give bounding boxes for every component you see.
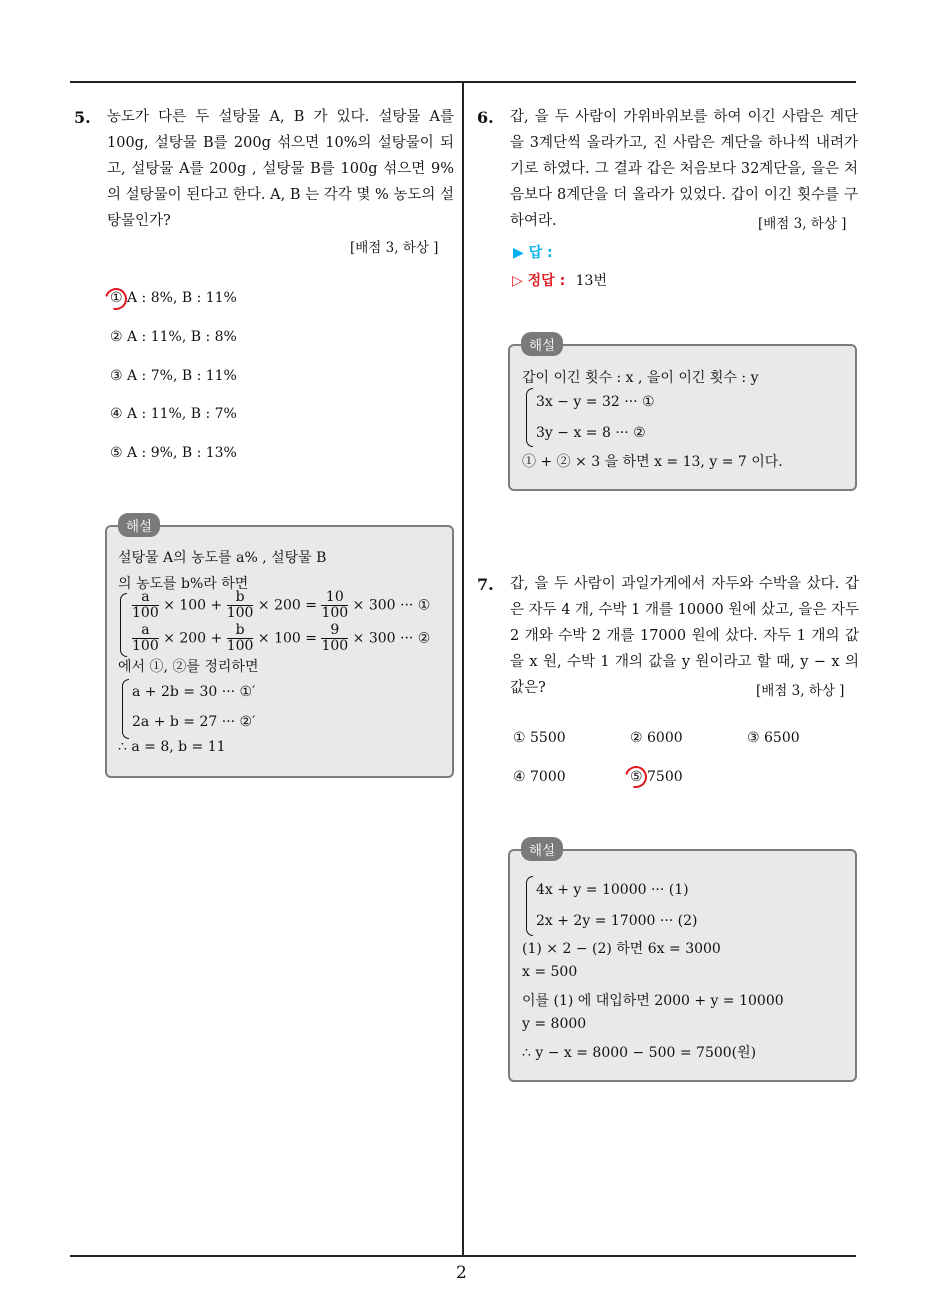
eq2-num-c: 9 <box>321 623 348 639</box>
q7-choice-5[interactable]: ⑤ 7500 <box>630 769 683 785</box>
q5-exp-eq1 <box>132 590 430 621</box>
q6-correct <box>512 270 607 290</box>
q6-number: 6. <box>477 108 494 127</box>
eq1-num-a: a <box>132 590 159 606</box>
q6-text: 갑, 을 두 사람이 가위바위보를 하여 이긴 사람은 계단을 3계단씩 올라가고, 진 사람은 계단을 하나씩 내려가기로 하였다. 그 결과 갑은 처음보다 32계단을, 을은 처음보다 8계단을 더 올라가 있었다. 갑이 이긴 횟수를 구하여라. <box>510 109 858 229</box>
eq1-den-c: 100 <box>321 605 349 621</box>
q7-exp-brace <box>526 876 533 936</box>
q7-choice-4[interactable]: ④ 7000 <box>513 769 566 785</box>
eq2-mid: × 200 + <box>163 630 223 647</box>
q5-text: 농도가 다른 두 설탕물 A, B 가 있다. 설탕물 A를 100g, 설탕물 B를 200g 섞으면 10%의 설탕물이 되고, 설탕물 A를 200g , 설탕물 B를 100g 섞으면 9% 의 설탕물이 된다고 한다. A, B 는 각각 몇 % 농도의 설탕물인가? <box>107 109 454 229</box>
q5-exp-sys1: a + 2b = 30 ··· ①′ <box>132 684 256 700</box>
eq1-end: × 300 ··· ① <box>352 597 431 614</box>
q7-score: [배점 3, 하상 ] <box>756 683 845 699</box>
eq2-num-a: a <box>132 623 159 639</box>
q7-exp-line4: x = 500 <box>522 964 578 980</box>
eq1-mid2: × 200 = <box>257 597 318 614</box>
q5-choice-1[interactable]: ① A : 8%, B : 11% <box>110 290 237 306</box>
q6-explanation-tag: 해설 <box>521 332 563 356</box>
q7-explanation-tag: 해설 <box>521 837 563 861</box>
q7-exp-line7: ∴ y − x = 8000 − 500 = 7500(원) <box>522 1045 757 1061</box>
q5-choice-4[interactable]: ④ A : 11%, B : 7% <box>110 406 237 422</box>
page-number: 2 <box>456 1263 467 1283</box>
q7-choice-1[interactable]: ① 5500 <box>513 730 566 746</box>
q6-score: [배점 3, 하상 ] <box>758 216 847 232</box>
q6-correct-label: ▷ 정답 : <box>512 273 566 289</box>
q6-exp-sys2: 3y − x = 8 ··· ② <box>536 425 646 441</box>
q5-exp-line1: 설탕물 A의 농도를 a% , 설탕물 B <box>118 550 327 566</box>
q7-exp-line3: (1) × 2 − (2) 하면 6x = 3000 <box>522 941 721 957</box>
q7-exp-sys1: 4x + y = 10000 ··· (1) <box>536 882 689 898</box>
bottom-rule <box>70 1255 856 1257</box>
q7-choice-3[interactable]: ③ 6500 <box>747 730 800 746</box>
eq1-den-a: 100 <box>132 605 159 621</box>
eq2-den-c: 100 <box>321 638 349 654</box>
q5-explanation-tag: 해설 <box>118 513 160 537</box>
q5-score: [배점 3, 하상 ] <box>350 240 439 256</box>
q7-exp-line5: 이를 (1) 에 대입하면 2000 + y = 10000 <box>522 993 784 1009</box>
q7-exp-line6: y = 8000 <box>522 1016 587 1032</box>
q5-exp-sys2: 2a + b = 27 ··· ②′ <box>132 714 256 730</box>
q7-number: 7. <box>477 575 494 594</box>
q5-choice-2[interactable]: ② A : 11%, B : 8% <box>110 329 237 345</box>
eq1-mid: × 100 + <box>163 597 223 614</box>
q5-choice-3[interactable]: ③ A : 7%, B : 11% <box>110 368 237 384</box>
q5-exp-brace1 <box>120 593 127 657</box>
q5-exp-line8: ∴ a = 8, b = 11 <box>118 739 226 755</box>
q6-exp-brace <box>526 388 533 447</box>
q5-exp-line5: 에서 ①, ②를 정리하면 <box>118 659 259 675</box>
eq2-mid2: × 100 = <box>257 630 318 647</box>
column-divider <box>462 81 464 1256</box>
q6-answer-label <box>513 242 553 262</box>
q7-choice-2[interactable]: ② 6000 <box>630 730 683 746</box>
eq2-den-a: 100 <box>132 638 159 654</box>
q7-text: 갑, 을 두 사람이 과일가게에서 자두와 수박을 샀다. 갑은 자두 4 개, 수박 1 개를 10000 원에 샀고, 을은 자두 2 개와 수박 2 개를 17000 원에 샀다. 자두 1 개의 값을 x 원, 수박 1 개의 값을 y 원이라고 할 때, y − x 의 값은? <box>510 576 859 696</box>
q6-answer-text: ▶ 답 : <box>513 245 553 261</box>
q5-exp-line2: 의 농도를 b%라 하면 <box>118 576 249 592</box>
q6-exp-line4: ① + ② × 3 을 하면 x = 13, y = 7 이다. <box>522 454 783 470</box>
q5-number: 5. <box>74 108 91 127</box>
q7-exp-sys2: 2x + 2y = 17000 ··· (2) <box>536 913 698 929</box>
eq1-num-c: 10 <box>321 590 348 606</box>
q6-exp-line1: 갑이 이긴 횟수 : x , 을이 이긴 횟수 : y <box>522 370 759 386</box>
q5-choice-5[interactable]: ⑤ A : 9%, B : 13% <box>110 445 237 461</box>
eq2-num-b: b <box>227 623 254 639</box>
eq2-den-b: 100 <box>226 638 254 654</box>
eq2-end: × 300 ··· ② <box>352 630 431 647</box>
q5-exp-brace2 <box>122 679 129 739</box>
q6-exp-sys1: 3x − y = 32 ··· ① <box>536 394 655 410</box>
q5-exp-eq2 <box>132 623 430 654</box>
eq1-den-b: 100 <box>226 605 254 621</box>
eq1-num-b: b <box>227 590 254 606</box>
q6-correct-value: 13번 <box>575 273 607 289</box>
